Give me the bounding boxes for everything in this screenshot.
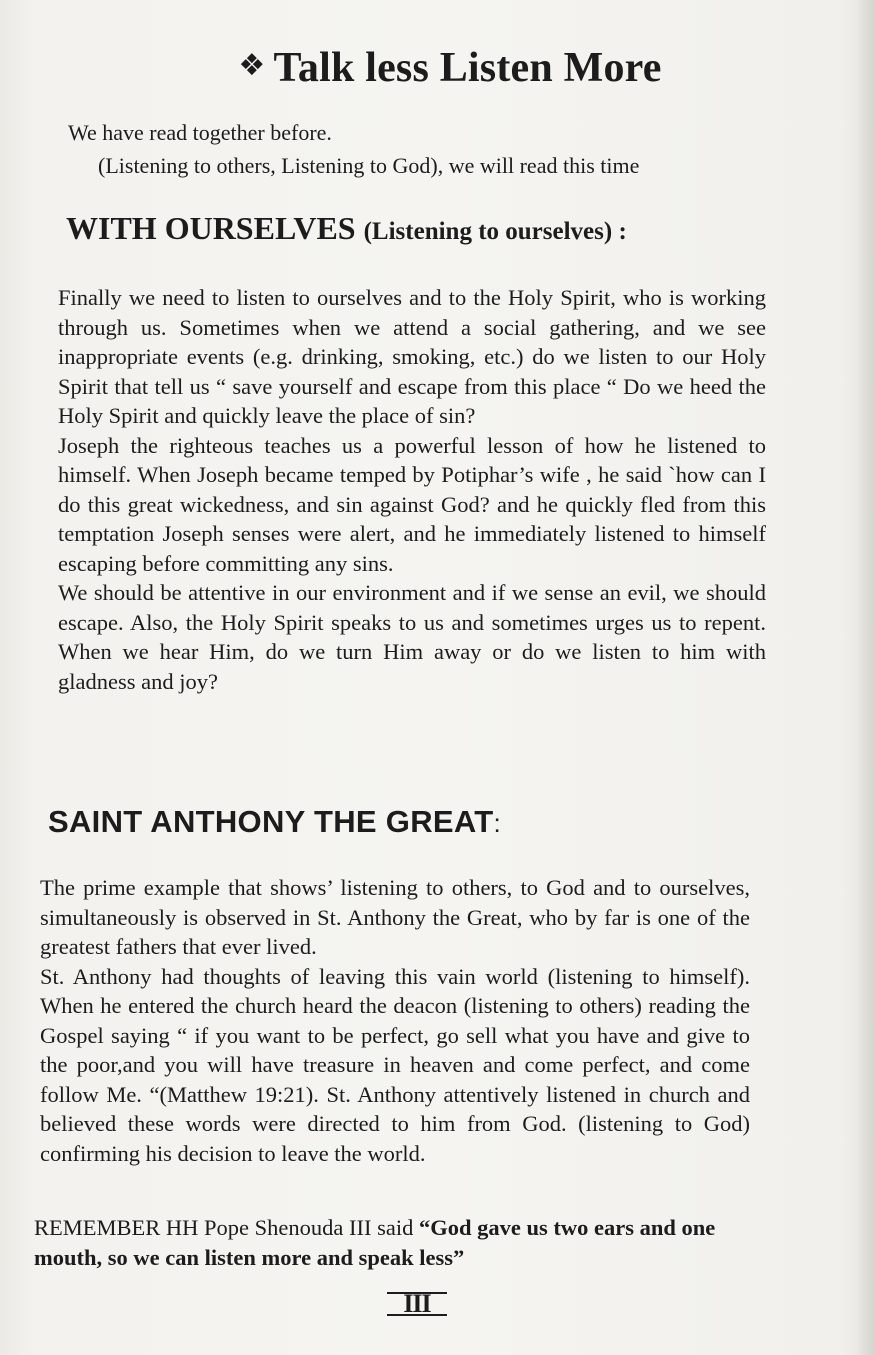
section-heading-text: SAINT ANTHONY THE GREAT <box>48 804 494 839</box>
paragraph: Finally we need to listen to ourselves and to the Holy Spirit, who is working through us. Sometimes when we attend a social gathering, and we see inappropriate events (e.g. drinking, smoking, etc.) do we listen to our Holy Spirit that tell us “ save yourself and escape from this place “ Do we heed the Holy Spirit and quickly leave the place of sin? <box>58 285 766 428</box>
ornament-icon: ❖ <box>238 48 266 83</box>
intro-line-1: We have read together before. <box>68 120 332 145</box>
remember-quote <box>34 1213 754 1273</box>
page-title-text: Talk less Listen More <box>273 45 662 91</box>
heading-colon: : <box>493 808 502 838</box>
remember-lead: REMEMBER HH Pope Shenouda III said <box>34 1215 414 1240</box>
section-heading-text: WITH OURSELVES <box>66 210 356 246</box>
section-body-saint-anthony <box>40 873 750 1168</box>
paragraph: We should be attentive in our environment and if we sense an evil, we should escape. Also, the Holy Spirit speaks to us and sometimes urges us to repent. When we hear Him, do we turn Him away or do we listen to him with gladness and joy? <box>58 580 766 694</box>
section-body-with-ourselves <box>58 283 766 696</box>
intro-line-2: (Listening to others, Listening to God), we will read this time <box>98 153 640 178</box>
paragraph: Joseph the righteous teaches us a powerful lesson of how he listened to himself. When Joseph became temped by Potiphar’s wife , he said `how can I do this great wickedness, and sin against God? and he quickly fled from this temptation Joseph senses were alert, and he immediately listened to himself escaping before committing any sins. <box>58 432 766 576</box>
section-subheading: (Listening to ourselves) : <box>363 218 627 245</box>
page-edge-shadow <box>855 0 875 1355</box>
paragraph: The prime example that shows’ listening to others, to God and to ourselves, simultaneously is observed in St. Anthony the Great, who by far is one of the greatest fathers that ever lived. <box>40 875 750 959</box>
paragraph: St. Anthony had thoughts of leaving this vain world (listening to himself). When he entered the church heard the deacon (listening to others) reading the Gospel saying “ if you want to be perfect, go sell what you have and give to the poor,and you will have treasure in heaven and come perfect, and come follow Me. “(Matthew 19:21). St. Anthony attentively listened in church and believed these words were directed to him from God. (listening to God) confirming his decision to leave the world. <box>40 963 750 1166</box>
pope-quote: “God gave us two ears and one mouth, so we can listen more and speak less” <box>34 1215 716 1270</box>
page-title <box>0 44 875 92</box>
section-heading-saint-anthony <box>48 800 788 845</box>
intro <box>68 116 768 182</box>
page-number: III <box>387 1292 447 1316</box>
section-heading-with-ourselves <box>66 206 786 254</box>
